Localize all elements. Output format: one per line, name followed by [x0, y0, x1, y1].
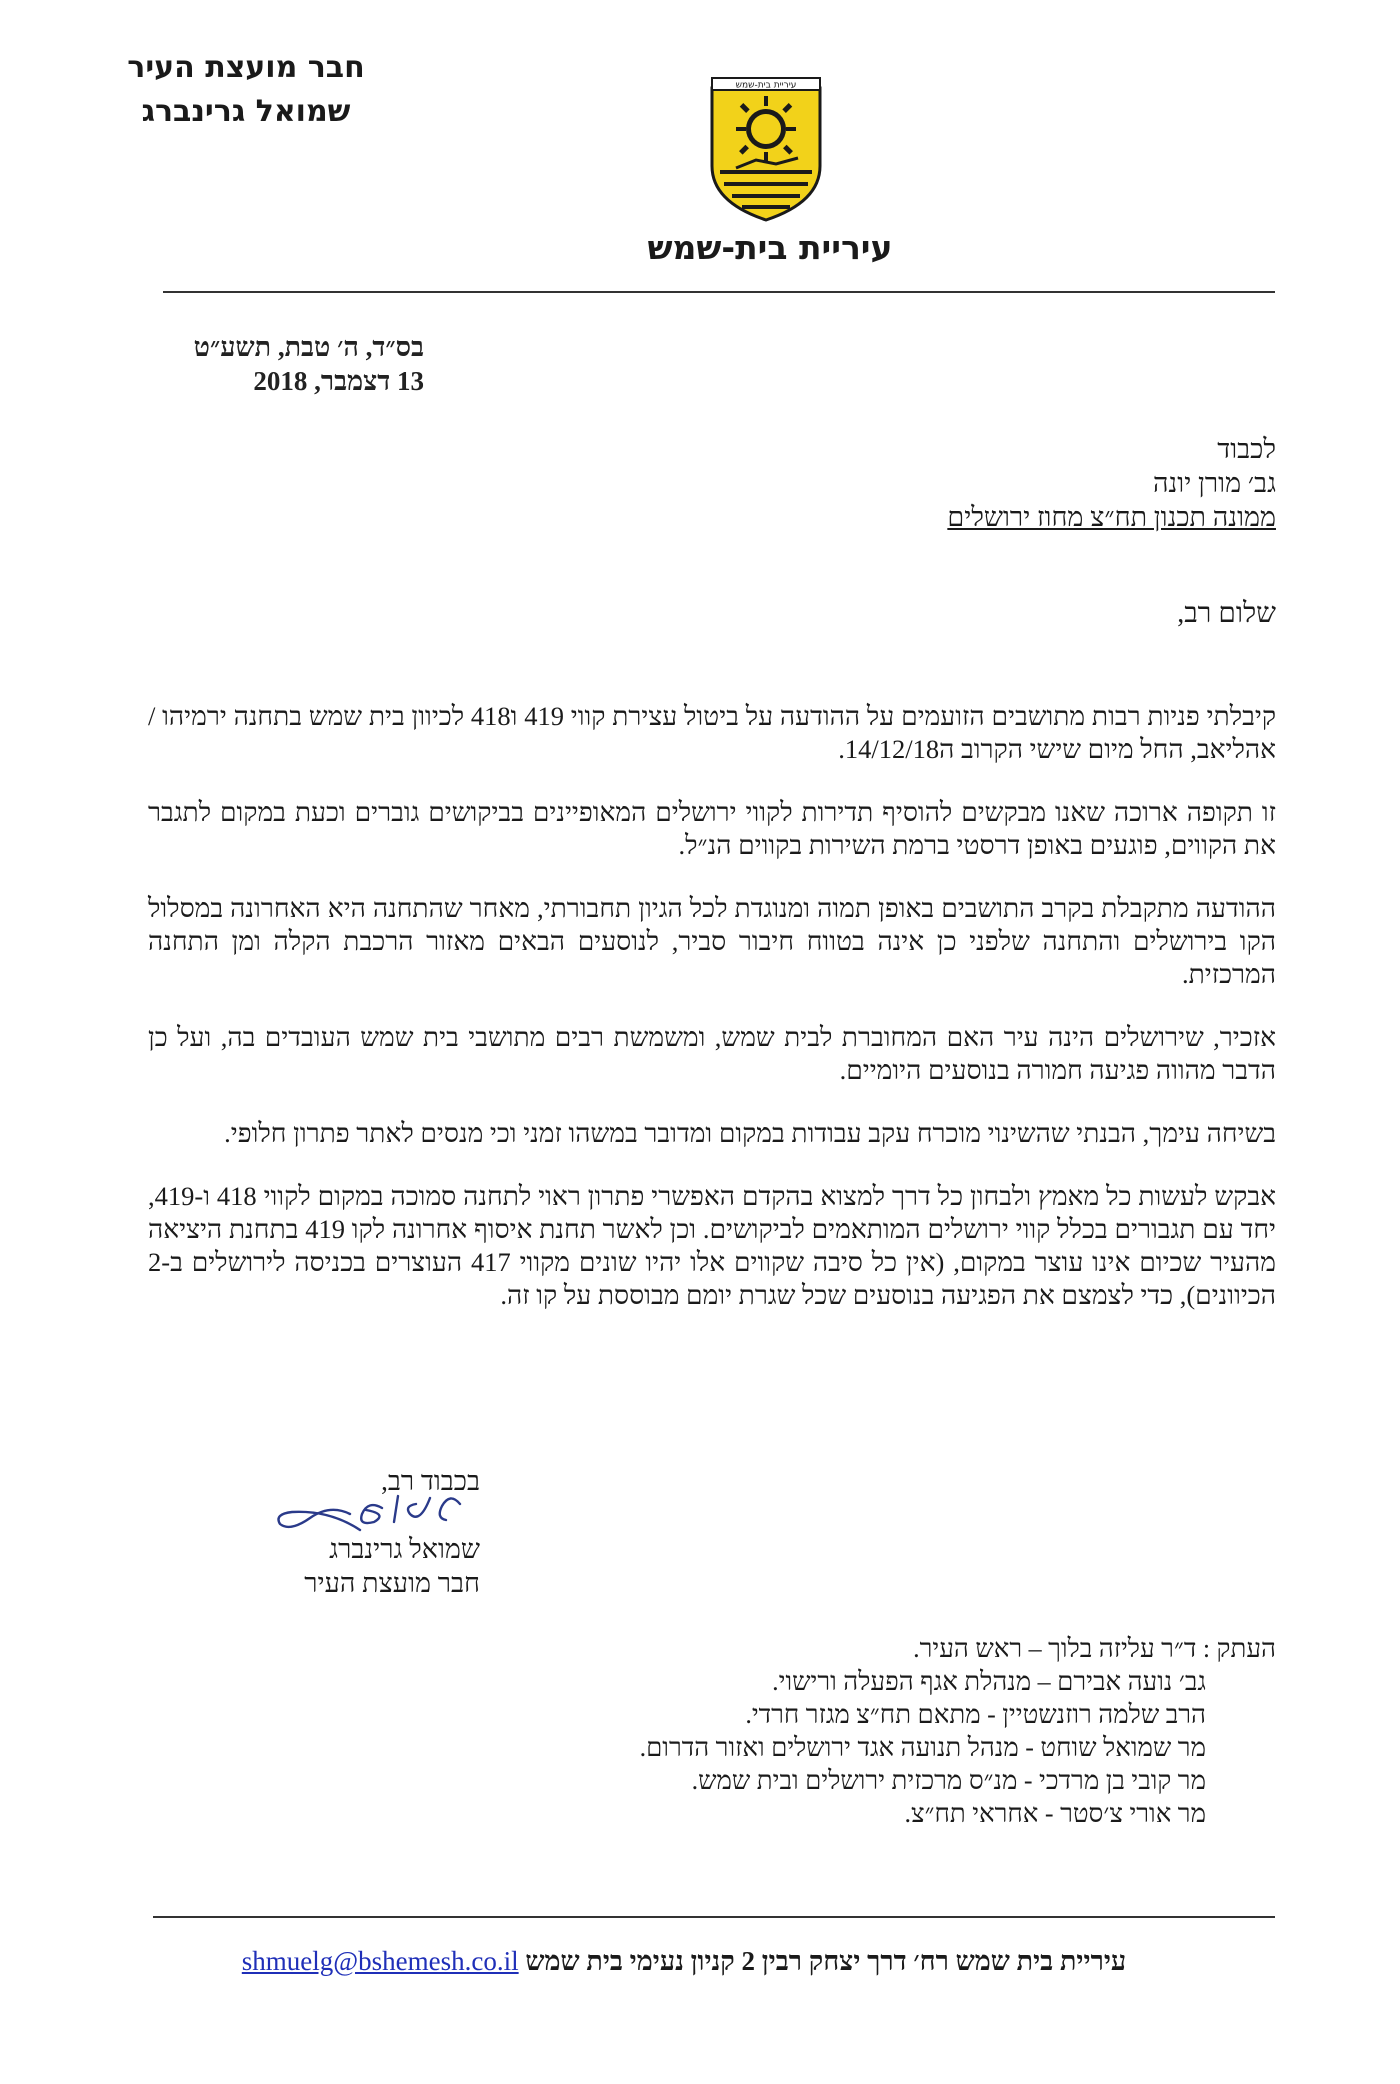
footer-divider	[153, 1916, 1275, 1918]
recipient-block	[947, 432, 1276, 534]
cc-item: הרב שלמה רוזנשטיין - מתאם תח״צ מגזר חרדי.	[745, 1700, 1206, 1729]
paragraph: אזכיר, שירושלים הינה עיר האם המחוברת לבית שמש, ומשמשת רבים מתושבי בית שמש העובדים בה, ועל כן הדבר מהווה פגיעה חמורה בנוסעים היומיים.	[148, 1022, 1276, 1085]
emblem-caption: עיריית בית-שמש	[735, 80, 797, 91]
cc-list	[640, 1632, 1276, 1830]
city-emblem-icon	[706, 74, 826, 224]
city-name: עיריית בית-שמש	[647, 228, 893, 267]
footer-email-link[interactable]: shmuelg@bshemesh.co.il	[241, 1946, 519, 1976]
cc-item: מר קובי בן מרדכי - מנ״ס מרכזית ירושלים ובית שמש.	[691, 1766, 1206, 1795]
recipient-role: ממונה תכנון תח״צ מחוז ירושלים	[947, 502, 1276, 532]
signer-title: חבר מועצת העיר	[304, 1568, 480, 1598]
cc-item: מר אורי צ׳סטר - אחראי תח״צ.	[904, 1799, 1206, 1828]
hebrew-date: בס״ד, ה׳ טבת, תשע״ט	[193, 332, 424, 362]
paragraph: זו תקופה ארוכה שאנו מבקשים להוסיף תדירות לקווי ירושלים המאופיינים בביקושים גוברים וכעת במקום לתגבר את הקווים, פוגעים באופן דרסטי ברמת השירות בקווים הנ״ל.	[148, 797, 1276, 860]
paragraph: בשיחה עימך, הבנתי שהשינוי מוכרח עקב עבודות במקום ומדובר במשהו זמני וכי מנסים לאתר פתרון חלופי.	[224, 1118, 1276, 1148]
author-header	[116, 46, 376, 134]
footer-address: עיריית בית שמש רח׳ דרך יצחק רבין 2 קניון נעימי בית שמש	[525, 1946, 1127, 1976]
cc-item: מר שמואל שוחט - מנהל תנועה אגד ירושלים ואזור הדרום.	[639, 1733, 1206, 1762]
header-divider	[163, 291, 1275, 293]
closing-salutation: בכבוד רב,	[381, 1466, 480, 1496]
handwritten-signature	[270, 1484, 470, 1554]
author-title: חבר מועצת העיר	[127, 50, 365, 85]
cc-item: העתק : ד״ר עליזה בלוך – ראש העיר.	[913, 1634, 1276, 1663]
letter-body	[148, 700, 1276, 1342]
paragraph: ההודעה מתקבלת בקרב התושבים באופן תמוה ומנוגדת לכל הגיון תחבורתי, מאחר שהתחנה היא האחרונה במסלול הקו בירושלים והתחנה שלפני כן אינה בטווח חיבור סביר, לנוסעים הבאים מאזור הרכבת הקלה ומן התחנה המרכזית.	[148, 893, 1276, 989]
greeting: שלום רב,	[1177, 598, 1276, 629]
paragraph: קיבלתי פניות רבות מתושבים הזועמים על ההודעה על ביטול עצירת קווי 419 ו418 לכיוון בית שמש בתחנה ירמיהו / אהליאב, החל מיום שישי הקרוב ה14/12/18.	[148, 701, 1276, 764]
gregorian-date: 13 דצמבר, 2018	[253, 366, 424, 396]
signer-name: שמואל גרינברג	[329, 1534, 480, 1564]
paragraph: אבקש לעשות כל מאמץ ולבחון כל דרך למצוא בהקדם האפשרי פתרון ראוי לתחנה סמוכה במקום לקווי 418 ו-419, יחד עם תגבורים בכלל קווי ירושלים המותאמים לביקושים. וכן לאשר תחנת איסוף אחרונה לקו 419 בתחנת היציאה מהעיר שכיום אינו עוצר במקום, (אין כל סיבה שקווים אלו יהיו שונים מקווי 417 העוצרים בכניסה לירושלים ב-2 הכיוונים), כדי לצמצם את הפגיעה בנוסעים שכל שגרת יומם מבוססת על קו זה.	[148, 1181, 1276, 1310]
recipient-salutation: לכבוד	[1217, 434, 1276, 464]
cc-item: גב׳ נועה אבירם – מנהלת אגף הפעלה ורישוי.	[772, 1667, 1206, 1696]
author-name: שמואל גרינברג	[141, 94, 351, 129]
recipient-name: גב׳ מורן יונה	[1152, 468, 1276, 498]
date-block	[194, 330, 424, 398]
footer	[150, 1946, 1210, 1977]
